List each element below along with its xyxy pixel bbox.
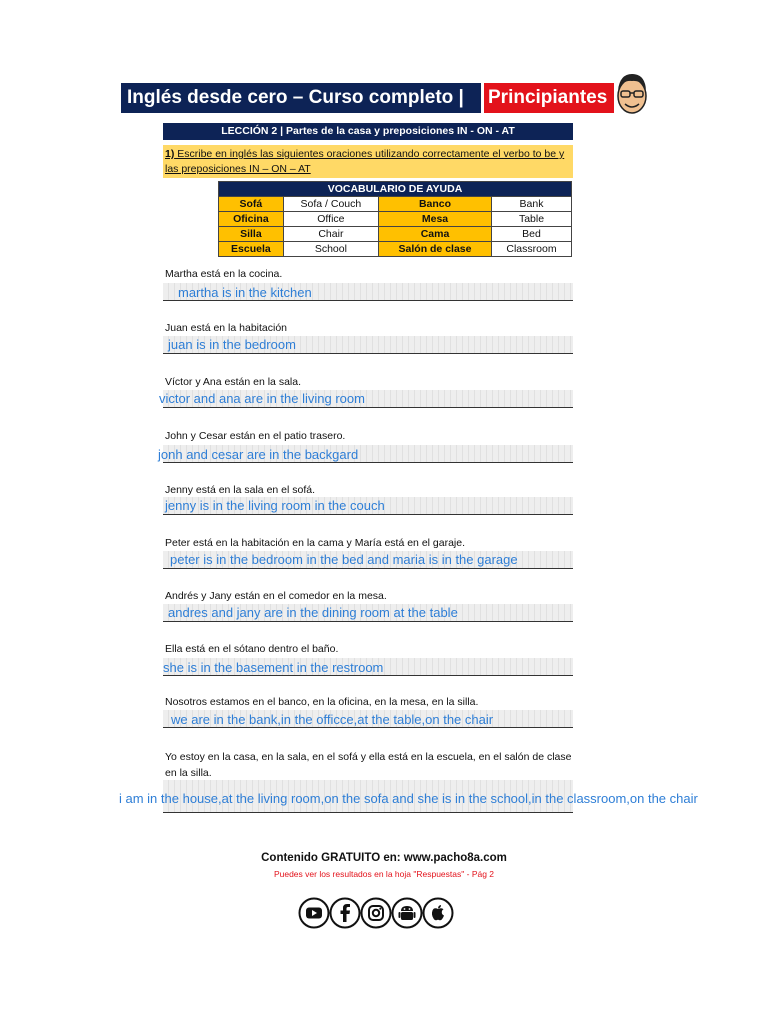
instagram-icon[interactable] (360, 897, 392, 929)
vocab-key: Sofá (219, 197, 284, 212)
vocab-value: Bank (491, 197, 571, 212)
footer-title: Contenido GRATUITO en: www.pacho8a.com (261, 852, 507, 864)
vocab-key: Salón de clase (379, 242, 492, 257)
vocab-value: Office (283, 212, 378, 227)
exercise-question: Jenny está en la sala en el sofá. (165, 484, 316, 496)
level-badge-label: Principiantes (488, 87, 608, 108)
exercise-question: Víctor y Ana están en la sala. (165, 376, 301, 388)
footer-subtitle: Puedes ver los resultados en la hoja "Respuestas" - Pág 2 (273, 869, 495, 879)
exercise-question: Peter está en la habitación en la cama y María está en el garaje. (165, 537, 466, 549)
lesson-title: LECCIÓN 2 | Partes de la casa y preposiciones IN - ON - AT (163, 123, 573, 140)
course-title-banner (121, 83, 481, 113)
course-title: Inglés desde cero – Curso completo | (127, 87, 464, 108)
vocab-key: Banco (379, 197, 492, 212)
exercise-question: Nosotros estamos en el banco, en la oficina, en la mesa, en la silla. (165, 696, 479, 708)
level-badge (484, 83, 614, 113)
exercise-question: Ella está en el sótano dentro el baño. (165, 643, 339, 655)
exercise-question: Andrés y Jany están en el comedor en la mesa. (165, 590, 387, 602)
table-row (219, 227, 572, 242)
exercise-question: Martha está en la cocina. (165, 268, 283, 280)
answer-text: peter is in the bedroom in the bed and maria is in the garage (170, 552, 518, 567)
vocab-value: Table (491, 212, 571, 227)
exercise-question (165, 749, 575, 781)
instruction-box (163, 145, 573, 178)
vocab-key: Mesa (379, 212, 492, 227)
answer-text: i am in the house,at the living room,on the sofa and she is in the school,in the classroom,on the chair (119, 791, 698, 806)
vocab-value: Classroom (491, 242, 571, 257)
instruction-number: 1) (165, 148, 175, 160)
vocab-value: Bed (491, 227, 571, 242)
facebook-icon[interactable] (329, 897, 361, 929)
vocabulary-table (218, 181, 572, 257)
answer-text: juan is in the bedroom (168, 337, 296, 352)
table-row (219, 212, 572, 227)
exercise-question-line: Yo estoy en la casa, en la sala, en el sofá y ella está en la escuela, en el salón de clase (165, 751, 572, 763)
answer-text: we are in the bank,in the officce,at the table,on the chair (171, 712, 494, 727)
table-row (219, 197, 572, 212)
answer-text: martha is in the kitchen (178, 285, 312, 300)
vocab-key: Oficina (219, 212, 284, 227)
instruction-text: Escribe en inglés las siguientes oraciones utilizando correctamente el verbo to be y las preposiciones IN – ON – AT (165, 148, 565, 175)
table-row (219, 242, 572, 257)
apple-icon[interactable] (422, 897, 454, 929)
answer-text: andres and jany are in the dining room at the table (168, 605, 458, 620)
vocab-value: Sofa / Couch (283, 197, 378, 212)
vocab-key: Silla (219, 227, 284, 242)
vocab-value: Chair (283, 227, 378, 242)
vocab-key: Cama (379, 227, 492, 242)
answer-text: she is in the basement in the restroom (163, 660, 384, 675)
youtube-icon[interactable] (298, 897, 330, 929)
exercise-question: Juan está en la habitación (165, 322, 288, 334)
exercise-question-line: en la silla. (165, 767, 212, 779)
instructor-avatar-icon (612, 70, 652, 118)
answer-text: jonh and cesar are in the backgard (158, 447, 359, 462)
vocab-key: Escuela (219, 242, 284, 257)
answer-text: victor and ana are in the living room (159, 391, 365, 406)
android-icon[interactable] (391, 897, 423, 929)
exercise-question: John y Cesar están en el patio trasero. (165, 430, 346, 442)
vocab-value: School (283, 242, 378, 257)
vocabulary-header: VOCABULARIO DE AYUDA (219, 182, 572, 197)
answer-text: jenny is in the living room in the couch (165, 498, 385, 513)
